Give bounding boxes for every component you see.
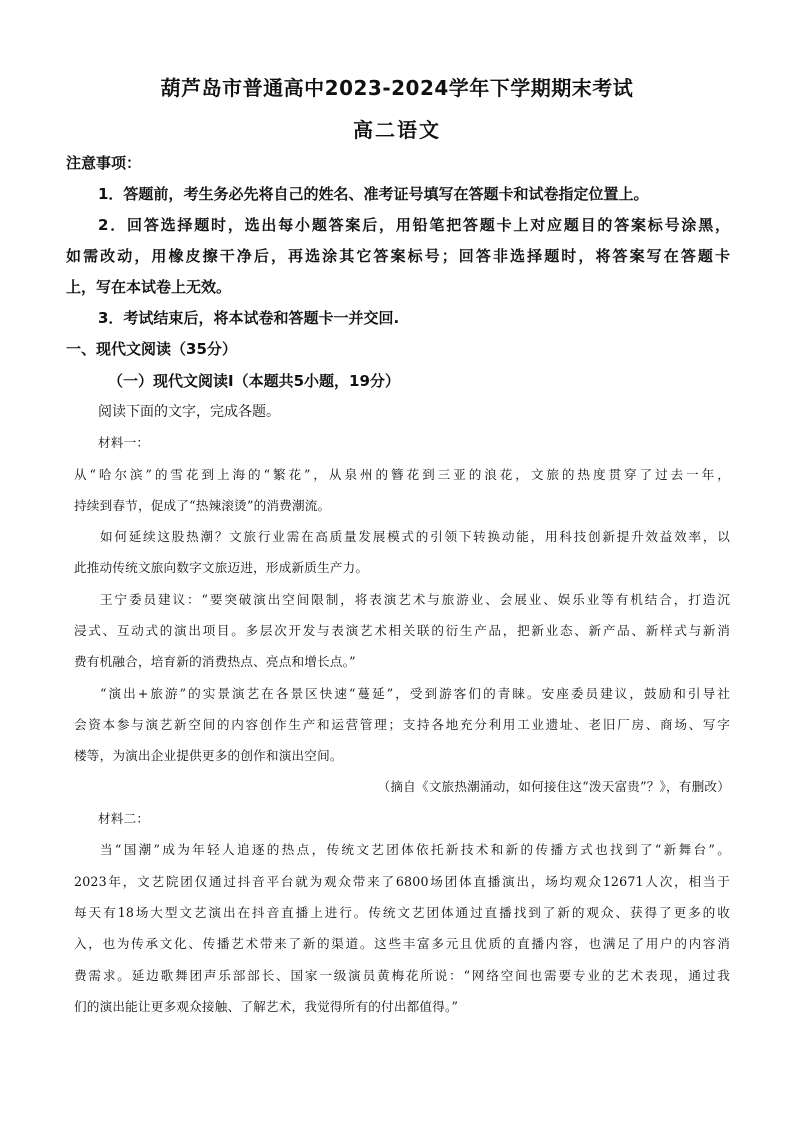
notes-item-3: 3．考试结束后，将本试卷和答题卡一并交回. xyxy=(98,309,400,327)
exam-title: 葫芦岛市普通高中2023-2024学年下学期期末考试 xyxy=(160,76,634,100)
exam-subject: 高二语文 xyxy=(353,118,441,142)
material-2-paragraph-1-line-1: 当“国潮”成为年轻人追逐的热点，传统文艺团体依托新技术和新的传播方式也找到了“新舞台”。 xyxy=(100,842,730,857)
material-2-label: 材料二： xyxy=(98,811,150,826)
material-1-paragraph-4-line-2: 会资本参与演艺新空间的内容创作生产和运营管理；支持各地充分利用工业遗址、老旧厂房、商场、写字 xyxy=(74,717,730,732)
section-heading: 一、现代文阅读（35分） xyxy=(66,340,237,358)
material-2-paragraph-1-line-5: 费需求。延边歌舞团声乐部部长、国家一级演员黄梅花所说：“网络空间也需要专业的艺术表现，通过我 xyxy=(74,968,730,983)
material-1-paragraph-1-line-1: 从“哈尔滨”的雪花到上海的“繁花”，从泉州的簪花到三亚的浪花，文旅的热度贯穿了过去一年， xyxy=(74,467,730,482)
material-2-paragraph-1-line-3: 每天有18场大型文艺演出在抖音直播上进行。传统文艺团体通过直播找到了新的观众、获得了更多的收 xyxy=(74,905,730,920)
material-1-paragraph-3-line-1: 王宁委员建议：“要突破演出空间限制，将表演艺术与旅游业、会展业、娱乐业等有机结合，打造沉 xyxy=(100,592,730,607)
notes-item-1: 1．答题前，考生务必先将自己的姓名、准考证号填写在答题卡和试卷指定位置上。 xyxy=(98,185,649,203)
material-2-paragraph-1-line-6: 们的演出能让更多观众接触、了解艺术，我觉得所有的付出都值得。” xyxy=(74,999,459,1014)
subsection-heading: （一）现代文阅读Ⅰ（本题共5小题，19分） xyxy=(108,372,400,390)
material-2-paragraph-1-line-2: 2023年，文艺院团仅通过抖音平台就为观众带来了6800场团体直播演出，场均观众12671人次，相当于 xyxy=(74,874,730,889)
notes-item-2-line-3: 上，写在本试卷上无效。 xyxy=(66,278,232,296)
material-2-paragraph-1-line-4: 入，也为传承文化、传播艺术带来了新的渠道。这些丰富多元且优质的直播内容，也满足了用户的内容消 xyxy=(74,936,730,951)
material-1-paragraph-1-line-2: 持续到春节，促成了“热辣滚烫”的消费潮流。 xyxy=(74,498,331,513)
material-1-paragraph-3-line-3: 费有机融合，培育新的消费热点、亮点和增长点。” xyxy=(74,654,356,669)
reading-instruction: 阅读下面的文字，完成各题。 xyxy=(98,404,280,420)
material-1-paragraph-4-line-1: “演出+旅游”的实景演艺在各景区快速“蔓延”，受到游客们的青睐。安座委员建议，鼓励和引导社 xyxy=(100,686,730,701)
notes-item-2-line-2: 如需改动，用橡皮擦干净后，再选涂其它答案标号；回答非选择题时，将答案写在答题卡 xyxy=(66,247,730,265)
material-1-source: （摘自《文旅热潮涌动，如何接住这“泼天富贵”？》，有删改） xyxy=(377,779,730,794)
material-1-paragraph-2-line-1: 如何延续这股热潮？文旅行业需在高质量发展模式的引领下转换动能，用科技创新提升效益效率，以 xyxy=(100,529,730,544)
material-1-paragraph-3-line-2: 浸式、互动式的演出项目。多层次开发与表演艺术相关联的衍生产品，把新业态、新产品、新样式与新消 xyxy=(74,623,730,638)
notes-heading: 注意事项： xyxy=(66,154,142,172)
material-1-paragraph-4-line-3: 楼等，为演出企业提供更多的创作和演出空间。 xyxy=(74,748,343,763)
material-1-label: 材料一： xyxy=(98,435,150,450)
notes-item-2-line-1: 2．回答选择题时，选出每小题答案后，用铅笔把答题卡上对应题目的答案标号涂黑， xyxy=(98,216,730,234)
material-1-paragraph-2-line-2: 此推动传统文旅向数字文旅迈进，形成新质生产力。 xyxy=(74,560,369,575)
